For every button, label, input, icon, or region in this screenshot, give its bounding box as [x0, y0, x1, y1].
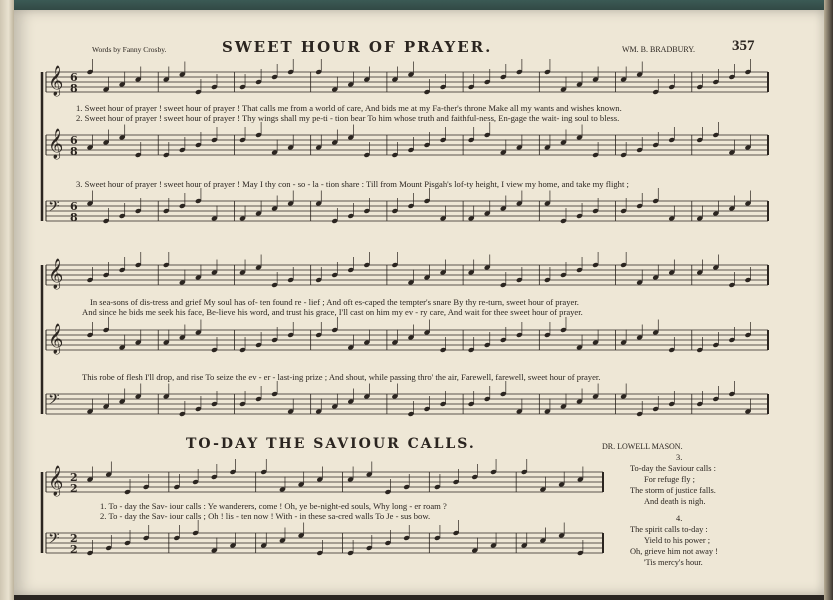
- hymn1-title: SWEET HOUR OF PRAYER.: [222, 38, 493, 56]
- hymn2-lyric-line-2: 2. To - day the Sav- iour calls ; Oh ! lis - ten now ! With - in these sa-cred walls To Je - sus bow.: [100, 511, 431, 521]
- hymn1-lyric-line-5: And since he bids me seek his face, Be-lieve his word, and trust his grace, I'll cast on him my ev - ry care, And wait for thee sweet hour of prayer.: [82, 307, 583, 317]
- hymn2-composer: DR. LOWELL MASON.: [602, 442, 683, 451]
- verse3-line-3: The storm of justice falls.: [630, 486, 716, 495]
- hymn1-lyric-line-3: 3. Sweet hour of prayer ! sweet hour of prayer ! May I thy con - so - la - tion share : Till from Mount Pisgah's lof-ty height, I view my home, and take my flight ;: [76, 179, 629, 189]
- verse4-line-1: The spirit calls to-day :: [630, 525, 708, 534]
- time-signature-top: 6: [70, 71, 78, 84]
- hymn2-lyric-line-1: 1. To - day the Sav- iour calls : Ye wanderers, come ! Oh, ye be-night-ed souls, Why long - er roam ?: [100, 501, 447, 511]
- page-number: 357: [732, 38, 755, 54]
- verse4-line-4: 'Tis mercy's hour.: [644, 558, 703, 567]
- time-signature-top: 2: [70, 471, 78, 484]
- hymn1-lyric-line-4: In sea-sons of dis-tress and grief My soul has of- ten found re - lief ; And oft es-caped the tempter's snare By thy re-turn, sweet hour of prayer.: [90, 297, 579, 307]
- bass-clef: 𝄢: [48, 530, 60, 551]
- bass-clef: 𝄢: [48, 198, 60, 219]
- verse3-number: 3.: [676, 453, 683, 462]
- hymn1-composer: WM. B. BRADBURY.: [622, 45, 695, 54]
- time-signature-bottom: 8: [70, 145, 78, 158]
- verse4-number: 4.: [676, 514, 683, 523]
- time-signature-bottom: 2: [70, 543, 78, 556]
- time-signature-bottom: 8: [70, 211, 78, 224]
- treble-clef: 𝄞: [48, 466, 64, 496]
- verse4-line-2: Yield to his power ;: [644, 536, 711, 545]
- time-signature-top: 2: [70, 532, 78, 545]
- hymn1-lyric-line-6: This robe of flesh I'll drop, and rise To seize the ev - er - last-ing prize ; And shout, while passing thro' the air, Farewell, farewell, sweet hour of prayer.: [82, 372, 601, 382]
- hymn1-lyric-line-1: 1. Sweet hour of prayer ! sweet hour of prayer ! That calls me from a world of care, And bids me at my Fa-ther's throne Make all my wants and wishes known.: [76, 103, 622, 113]
- time-signature-bottom: 8: [70, 82, 78, 95]
- bass-clef: 𝄢: [48, 391, 60, 412]
- time-signature-top: 6: [70, 134, 78, 147]
- treble-clef: 𝄞: [48, 129, 64, 159]
- verse3-line-2: For refuge fly ;: [644, 475, 695, 484]
- hymn2-title: TO-DAY THE SAVIOUR CALLS.: [186, 436, 476, 452]
- verse4-line-3: Oh, grieve him not away !: [630, 547, 718, 556]
- words-by-credit: Words by Fanny Crosby.: [92, 45, 167, 54]
- time-signature-top: 6: [70, 200, 78, 213]
- verse3-line-4: And death is nigh.: [644, 497, 706, 506]
- hymn1-lyric-line-2: 2. Sweet hour of prayer ! sweet hour of prayer ! Thy wings shall my pe-ti - tion bear To him whose truth and faithful-ness, En-gage the wait- ing soul to bless.: [76, 113, 620, 123]
- time-signature-bottom: 2: [70, 482, 78, 495]
- treble-clef: 𝄞: [48, 259, 64, 289]
- treble-clef: 𝄞: [48, 324, 64, 354]
- verse3-line-1: To-day the Saviour calls :: [630, 464, 716, 473]
- treble-clef: 𝄞: [48, 66, 64, 96]
